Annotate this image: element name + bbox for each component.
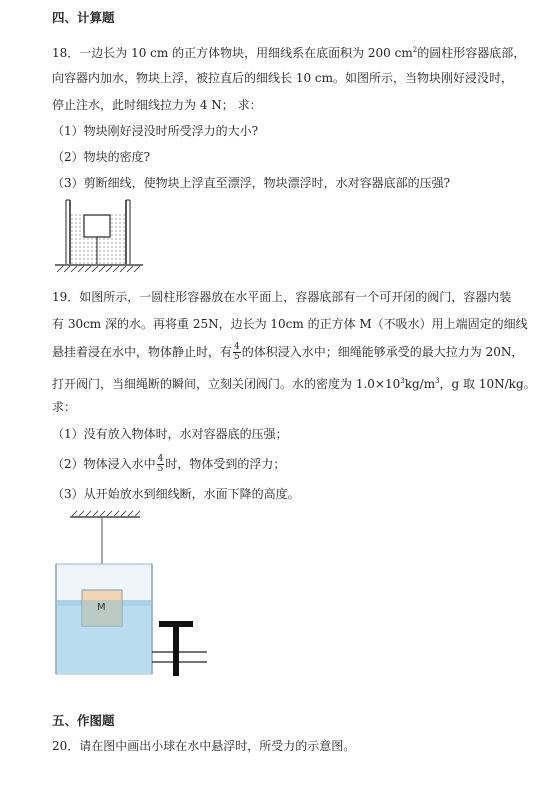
q18-line-3: 停止注水，此时细线拉力为 4 N； 求： bbox=[52, 98, 262, 112]
valve-stem bbox=[173, 621, 179, 676]
q18-subquestion-1: （1）物块刚好浸没时所受浮力的大小? bbox=[52, 124, 259, 138]
q19-line-1: 19．如图所示，一圆柱形容器放在水平面上，容器底部有一个可开闭的阀门，容器内装 bbox=[52, 290, 512, 304]
q19-line-3: 悬挂着浸在水中，物体静止时，有 $\frac{4}{5}$ 的体积浸入水中；细绳能够承受的最大拉力为 20N， bbox=[52, 342, 524, 362]
q19-container-figure bbox=[52, 508, 212, 684]
q20-line-1: 20．请在图中画出小球在水中悬浮时，所受力的示意图。 bbox=[52, 739, 356, 753]
q18-subquestion-3: （3）剪断细线，使物块上浮直至漂浮，物块漂浮时，水对容器底部的压强? bbox=[52, 176, 451, 190]
q19-subquestion-2: （2）物体浸入水中 $\frac{4}{5}$ 时，物体受到的浮力； bbox=[52, 454, 286, 474]
q18-subquestion-2: （2）物块的密度? bbox=[52, 150, 151, 164]
block-label: M bbox=[97, 602, 106, 613]
q19-line-5: 求： bbox=[52, 400, 77, 414]
q19-line-2: 有 30cm 深的水。再将重 25N，边长为 10cm 的正方体 M（不吸水）用上端固定的细线 bbox=[52, 317, 528, 331]
section-title-calculation: 四、计算题 bbox=[52, 10, 115, 25]
fraction-four-fifths: $\frac{4}{5}$ bbox=[157, 454, 164, 474]
fraction-four-fifths: $\frac{4}{5}$ bbox=[234, 342, 240, 362]
section-title-drawing: 五、作图题 bbox=[52, 713, 115, 728]
q19-subquestion-3: （3）从开始放水到细线断，水面下降的高度。 bbox=[52, 487, 300, 501]
q19-line-4: 打开阀门，当细绳断的瞬间，立刻关闭阀门。水的密度为 $1.0\times 10^3kg/m^3$，g 取 10N/kg。 bbox=[52, 377, 536, 391]
q18-line-2: 向容器内加水，物块上浮，被拉直后的细线长 10 cm。如图所示，当物块刚好浸没时， bbox=[52, 71, 514, 85]
q18-container-figure bbox=[55, 198, 145, 274]
q19-subquestion-1: （1）没有放入物体时，水对容器底的压强； bbox=[52, 427, 288, 441]
q18-line-1: 18．一边长为 10 cm 的正方体物块，用细线系在底面积为 200 $cm^2$的圆柱形容器底部， bbox=[52, 46, 526, 60]
